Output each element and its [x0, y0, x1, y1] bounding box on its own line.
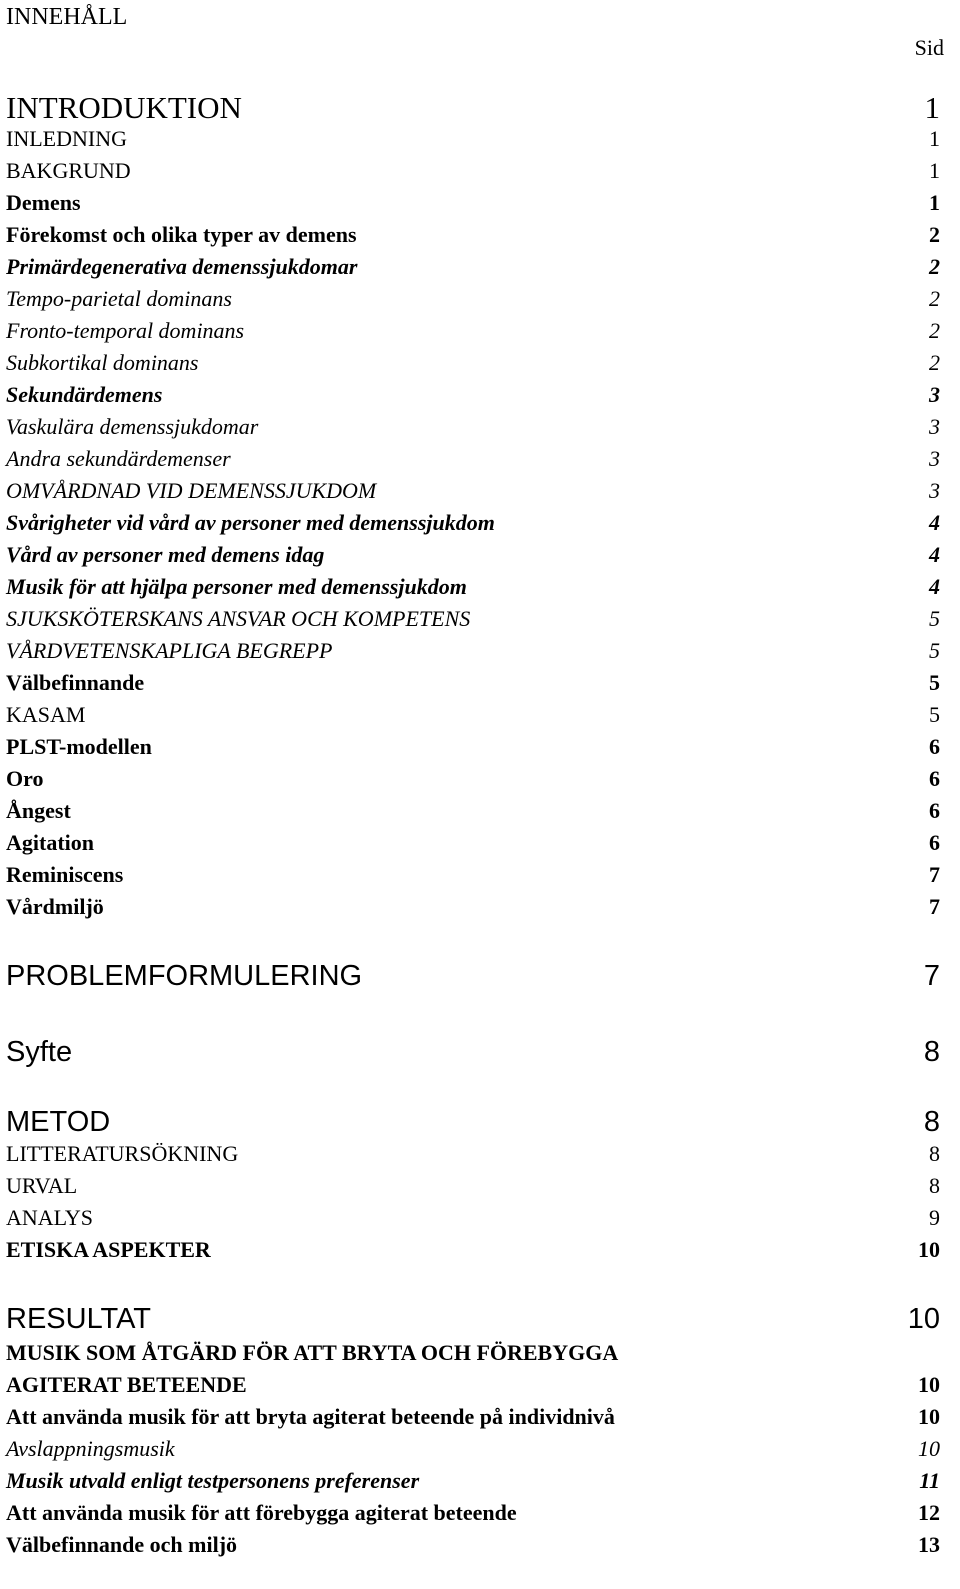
- toc-entry-title: Subkortikal dominans: [6, 350, 199, 375]
- page-column-label: Sid: [914, 35, 944, 60]
- toc-entry-title: Avslappningsmusik: [6, 1436, 175, 1461]
- toc-entry-title: Vård av personer med demens idag: [6, 542, 325, 567]
- toc-entry-page-number: 8: [923, 1036, 940, 1068]
- toc-entry-title: Musik för att hjälpa personer med demenssjukdom: [6, 574, 467, 599]
- toc-entry-title: PROBLEMFORMULERING: [6, 960, 363, 992]
- toc-entry-page-number: 10: [918, 1436, 940, 1461]
- toc-entry-page-number: 2: [929, 318, 940, 343]
- toc-entry-title: LITTERATURSÖKNING: [6, 1141, 239, 1166]
- toc-entry-page-number: 4: [929, 574, 940, 599]
- toc-entry-page-number: 7: [923, 960, 940, 992]
- toc-entry-title: Förekomst och olika typer av demens: [6, 222, 357, 247]
- toc-entry-page-number: 9: [929, 1205, 940, 1230]
- toc-entry-title: SJUKSKÖTERSKANS ANSVAR OCH KOMPETENS: [6, 606, 471, 631]
- toc-entry-title: PLST-modellen: [6, 734, 152, 759]
- toc-entry-title: INLEDNING: [6, 126, 127, 151]
- toc-entry-title: Fronto-temporal dominans: [6, 318, 245, 343]
- toc-entry-page-number: 11: [919, 1468, 940, 1493]
- toc-entry-title: Oro: [6, 766, 44, 791]
- toc-entry-title: MUSIK SOM ÅTGÄRD FÖR ATT BRYTA OCH FÖREBYGGA: [6, 1340, 619, 1365]
- toc-entry-title: Vårdmiljö: [6, 894, 104, 919]
- toc-entry-title: INTRODUKTION: [6, 90, 242, 125]
- toc-entry-page-number: 8: [929, 1173, 940, 1198]
- toc-entry-page-number: 2: [929, 286, 940, 311]
- toc-entry-page-number: 7: [929, 894, 940, 919]
- toc-entry-page-number: 6: [929, 798, 940, 823]
- toc-entry-page-number: 13: [918, 1532, 940, 1557]
- toc-entry-page-number: 2: [929, 222, 940, 247]
- toc-entry-page-number: 1: [924, 90, 940, 125]
- toc-entry-title: METOD: [6, 1106, 111, 1138]
- toc-entry-page-number: 4: [929, 542, 940, 567]
- toc-entry-title: VÅRDVETENSKAPLIGA BEGREPP: [6, 638, 333, 663]
- toc-entry-title: Att använda musik för att förebygga agiterat beteende: [6, 1500, 517, 1525]
- toc-entry-page-number: 1: [929, 190, 940, 215]
- toc-entry-page-number: 10: [918, 1404, 940, 1429]
- toc-entry-title: Andra sekundärdemenser: [6, 446, 231, 471]
- toc-entry-page-number: 5: [929, 606, 940, 631]
- toc-entry-page-number: 6: [929, 766, 940, 791]
- toc-entry-page-number: 7: [929, 862, 940, 887]
- toc-entry-page-number: 8: [923, 1106, 940, 1138]
- toc-entry-title: Sekundärdemens: [6, 382, 163, 407]
- toc-entry-page-number: 5: [929, 702, 940, 727]
- toc-entry-page-number: 1: [929, 126, 940, 151]
- toc-entry-title: AGITERAT BETEENDE: [6, 1372, 247, 1397]
- toc-entry-title: Reminiscens: [6, 862, 124, 887]
- document-title: INNEHÅLL: [6, 4, 128, 30]
- toc-entry-page-number: 3: [929, 382, 940, 407]
- toc-entry-title: Primärdegenerativa demenssjukdomar: [6, 254, 358, 279]
- toc-entry-title: Vaskulära demenssjukdomar: [6, 414, 259, 439]
- toc-entry-page-number: 3: [929, 414, 940, 439]
- toc-entry-title: Tempo-parietal dominans: [6, 286, 232, 311]
- toc-entry-page-number: 4: [929, 510, 940, 535]
- toc-entry-title: ETISKA ASPEKTER: [6, 1237, 211, 1262]
- toc-entry-title: Musik utvald enligt testpersonens preferenser: [6, 1468, 420, 1493]
- toc-entry-title: Välbefinnande och miljö: [6, 1532, 238, 1557]
- toc-entry-page-number: 1: [929, 158, 940, 183]
- toc-entry-title: OMVÅRDNAD VID DEMENSSJUKDOM: [6, 478, 377, 503]
- toc-entry-title: URVAL: [6, 1173, 78, 1198]
- toc-entry-page-number: 8: [929, 1141, 940, 1166]
- toc-entry-title: Att använda musik för att bryta agiterat beteende på individnivå: [6, 1404, 615, 1429]
- toc-entry-page-number: 2: [929, 254, 940, 279]
- toc-entry-page-number: 12: [918, 1500, 940, 1525]
- toc-entry-page-number: 6: [929, 734, 940, 759]
- toc-entry-title: Agitation: [6, 830, 94, 855]
- toc-entry-page-number: 3: [929, 478, 940, 503]
- toc-entry-title: Syfte: [6, 1036, 73, 1068]
- toc-entry-page-number: 6: [929, 830, 940, 855]
- toc-entry-title: Ångest: [6, 798, 71, 823]
- toc-entry-page-number: 10: [918, 1372, 940, 1397]
- toc-entry-title: BAKGRUND: [6, 158, 131, 183]
- toc-entry-page-number: 5: [929, 638, 940, 663]
- toc-entry-page-number: 5: [929, 670, 940, 695]
- toc-entry-title: Demens: [6, 190, 81, 215]
- toc-entry-page-number: 10: [907, 1303, 940, 1335]
- toc-entry-page-number: 3: [929, 446, 940, 471]
- toc-entry-title: ANALYS: [6, 1205, 94, 1230]
- toc-entry-title: RESULTAT: [6, 1303, 152, 1335]
- toc-entry-page-number: 2: [929, 350, 940, 375]
- toc-entry-title: Svårigheter vid vård av personer med demenssjukdom: [6, 510, 495, 535]
- toc-entry-title: Välbefinnande: [6, 670, 145, 695]
- toc-entry-page-number: 10: [918, 1237, 940, 1262]
- toc-entry-title: KASAM: [6, 702, 86, 727]
